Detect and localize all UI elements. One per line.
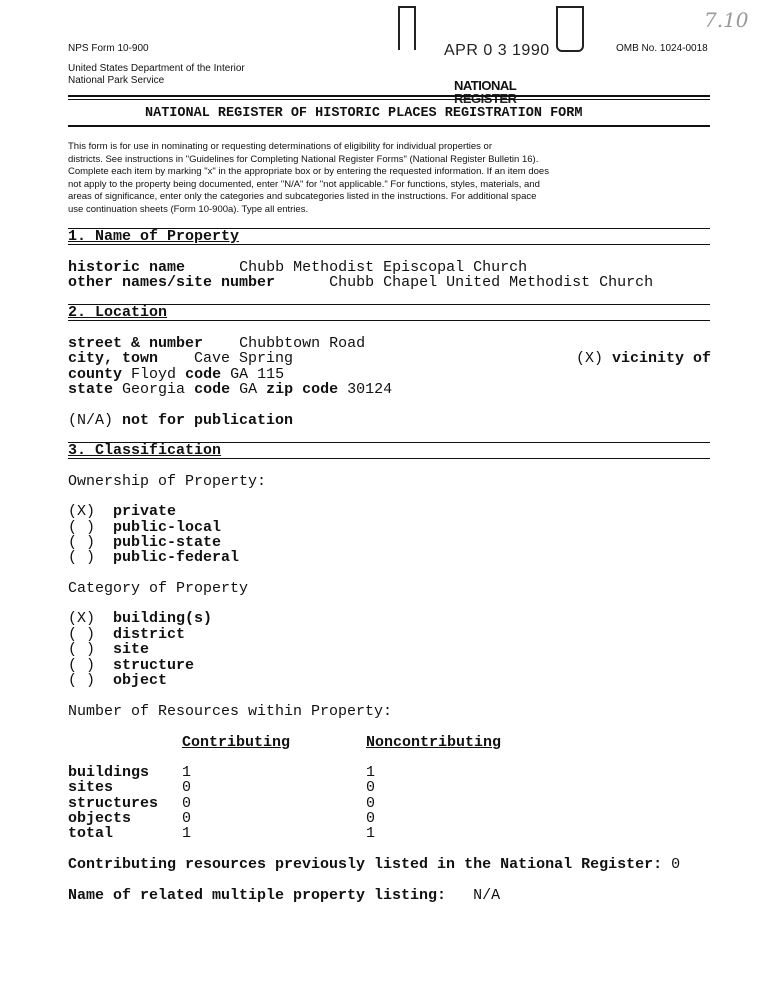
street-value: Chubbtown Road <box>239 335 366 352</box>
publication-label: not for publication <box>122 412 294 429</box>
stamp-bracket-right <box>556 6 584 52</box>
previously-listed-label: Contributing resources previously listed in the National Register: <box>68 856 663 873</box>
county-label: county <box>68 366 123 383</box>
vicinity-mark: (X) <box>576 350 604 367</box>
instruction-line: districts. See instructions in "Guidelines for Completing National Register Forms" (National Register Bulletin 16). <box>68 153 539 165</box>
previously-listed-row <box>68 856 680 873</box>
city-value: Cave Spring <box>194 350 294 367</box>
city-row <box>68 350 293 367</box>
publication-row <box>68 412 293 429</box>
state-label: state <box>68 381 114 398</box>
ownership-mark: ( ) <box>68 519 96 536</box>
state-row <box>68 381 392 398</box>
stamp-bracket-left <box>398 6 416 50</box>
category-mark: ( ) <box>68 657 96 674</box>
category-label: object <box>113 672 168 689</box>
ownership-mark: (X) <box>68 503 96 520</box>
section3-rule-bottom <box>68 458 710 459</box>
resource-label: objects <box>68 810 132 827</box>
handwritten-mark: 7.10 <box>704 8 749 32</box>
section2-heading: 2. Location <box>68 304 168 321</box>
instruction-line: use continuation sheets (Form 10-900a). Type all entries. <box>68 203 309 215</box>
form-number: NPS Form 10-900 <box>68 43 149 54</box>
category-option <box>68 641 149 658</box>
state-value: Georgia <box>122 381 186 398</box>
category-heading: Category of Property <box>68 580 249 597</box>
section1-heading: 1. Name of Property <box>68 228 240 245</box>
county-value: Floyd <box>131 366 177 383</box>
resource-noncontributing: 1 <box>366 825 376 842</box>
county-code-label: code <box>185 366 222 383</box>
ownership-heading: Ownership of Property: <box>68 473 267 490</box>
historic-name-value: Chubb Methodist Episcopal Church <box>239 259 528 276</box>
other-names-row <box>68 274 653 291</box>
resource-contributing: 1 <box>182 764 192 781</box>
form-title: NATIONAL REGISTER OF HISTORIC PLACES REGISTRATION FORM <box>145 106 583 121</box>
omb-number: OMB No. 1024-0018 <box>616 43 708 54</box>
category-mark: ( ) <box>68 626 96 643</box>
ownership-label: public-local <box>113 519 222 536</box>
resource-label: total <box>68 825 114 842</box>
resource-contributing: 1 <box>182 825 192 842</box>
category-label: district <box>113 626 186 643</box>
resource-noncontributing: 1 <box>366 764 376 781</box>
historic-name-label: historic name <box>68 259 186 276</box>
category-label: building(s) <box>113 610 213 627</box>
resource-contributing: 0 <box>182 810 192 827</box>
category-mark: ( ) <box>68 672 96 689</box>
stamp-register: REGISTER <box>454 91 517 106</box>
ownership-label: public-state <box>113 534 222 551</box>
instruction-line: not apply to the property being documented, enter "N/A" for "not applicable." For functions, styles, materials, and <box>68 178 540 190</box>
other-names-value: Chubb Chapel United Methodist Church <box>329 274 654 291</box>
resource-noncontributing: 0 <box>366 795 376 812</box>
stamp-date: APR 0 3 1990 <box>444 42 550 59</box>
ownership-option <box>68 503 176 520</box>
category-label: site <box>113 641 150 658</box>
ownership-mark: ( ) <box>68 549 96 566</box>
category-option <box>68 610 212 627</box>
other-names-label: other names/site number <box>68 274 276 291</box>
resource-label: buildings <box>68 764 150 781</box>
multiple-listing-value: N/A <box>473 887 501 904</box>
street-label: street & number <box>68 335 204 352</box>
title-rule-top <box>68 95 710 97</box>
instructions <box>68 141 549 217</box>
ownership-mark: ( ) <box>68 534 96 551</box>
section3-heading: 3. Classification <box>68 442 222 459</box>
multiple-listing-label: Name of related multiple property listing: <box>68 887 447 904</box>
resources-heading: Number of Resources within Property: <box>68 703 393 720</box>
resource-label: structures <box>68 795 159 812</box>
instruction-line: This form is for use in nominating or requesting determinations of eligibility for individual properties or <box>68 141 493 152</box>
department: United States Department of the Interior <box>68 63 245 74</box>
resource-label: sites <box>68 779 114 796</box>
resource-noncontributing: 0 <box>366 810 376 827</box>
category-label: structure <box>113 657 195 674</box>
resource-contributing: 0 <box>182 795 192 812</box>
publication-mark: (N/A) <box>68 412 114 429</box>
previously-listed-value: 0 <box>671 856 681 873</box>
vicinity-label: vicinity of <box>612 350 712 367</box>
section1-rule-bottom <box>68 244 710 245</box>
column-noncontributing: Noncontributing <box>366 734 502 751</box>
section2-rule-bottom <box>68 320 710 321</box>
stamp-national: NATIONAL <box>454 78 517 93</box>
state-code-label: code <box>194 381 231 398</box>
state-code-value: GA <box>239 381 258 398</box>
resource-noncontributing: 0 <box>366 779 376 796</box>
resource-contributing: 0 <box>182 779 192 796</box>
multiple-listing-row <box>68 887 500 904</box>
category-mark: ( ) <box>68 641 96 658</box>
category-option <box>68 672 167 689</box>
instruction-line: Complete each item by marking "x" in the appropriate box or by entering the requested information. If an item does <box>68 166 549 178</box>
service: National Park Service <box>68 75 165 86</box>
city-label: city, town <box>68 350 159 367</box>
zip-label: zip code <box>266 381 339 398</box>
vicinity <box>576 350 711 367</box>
category-mark: (X) <box>68 610 96 627</box>
ownership-label: public-federal <box>113 549 240 566</box>
title-rule-top-inner <box>68 99 710 100</box>
ownership-label: private <box>113 503 177 520</box>
title-rule-bottom <box>68 125 710 127</box>
county-code-value: GA 115 <box>230 366 285 383</box>
zip-value: 30124 <box>347 381 393 398</box>
column-contributing: Contributing <box>182 734 291 751</box>
instruction-line: areas of significance, enter only the categories and subcategories listed in the instructions. For additional space <box>68 191 537 203</box>
ownership-option <box>68 549 239 566</box>
